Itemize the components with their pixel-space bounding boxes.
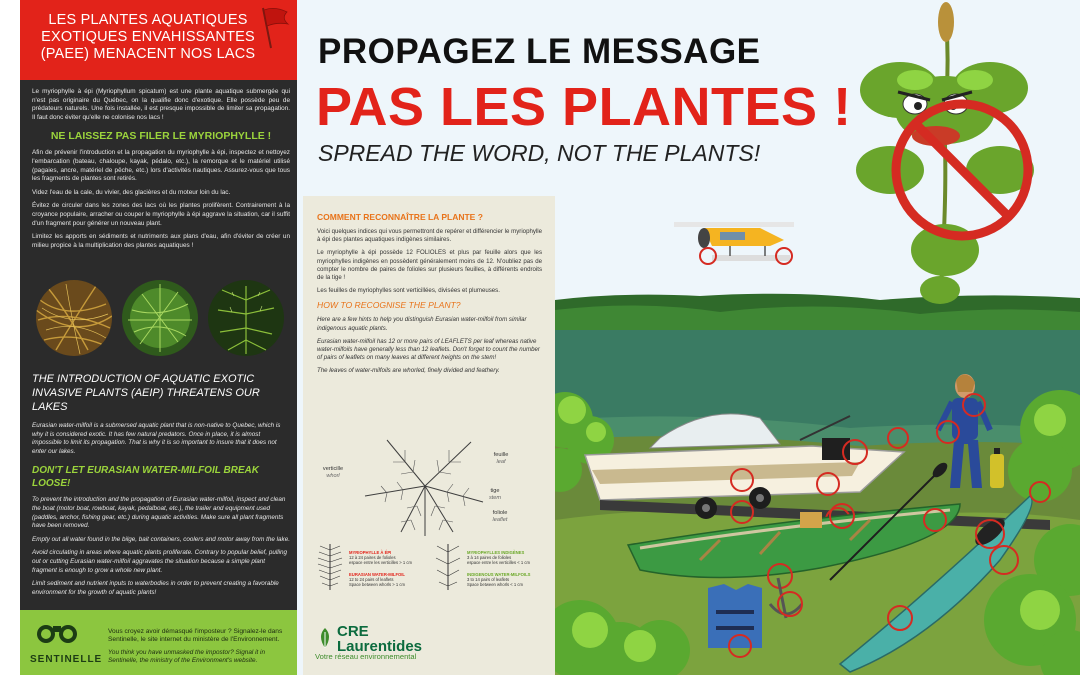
label-whorl: whorl [326,472,340,479]
left-header [20,0,297,80]
paragraph-en: To prevent the introduction and the propagation of Eurasian water-milfoil, inspect and clean the boat (motor boat, rowboat, kayak, pedalboat, etc.), the trailer and equipment used (paddles, anchor, fishing gear, etc.) during aquatic activities. Make sure all plant fragments have been removed. [32,496,286,530]
legend-indigenous-text-fr-2: espace entre les verticilles < 1 cm [467,560,530,566]
label-feuille-fr: feuille [493,452,509,458]
left-footer [20,610,297,675]
label-foliole [485,510,515,523]
legend-eurasian-text-fr: 12 à 24 paires de folioles [349,555,396,561]
legend-eurasian-text-en-2: Space between whorls > 1 cm [349,582,405,588]
info-heading-fr: COMMENT RECONNAÎTRE LA PLANTE ? [317,212,483,222]
intro-fr: Le myriophylle à épi (Myriophyllum spicatum) est une plante aquatique submergée qui n'est pas originaire du Québec, on la qualifie donc d'exotique. Elle possède peu de prédateurs naturels. Une fois installée, il est presque impossible de limiter sa propagation. Il faut donc éviter qu'elle ne colonise nos lacs ! [32,88,290,121]
paragraph-en: Limit sediment and nutrient inputs to waterbodies in order to prevent creating a favorable environment for the growth of aquatic plants! [32,580,279,596]
leaf-logo-icon [315,626,335,650]
info-paragraph-en: Eurasian water-milfoil has 12 or more pairs of LEAFLETS per leaf whereas native water-milfoils have generally less than 12 leaflets. Don't forget to count the number of pairs of leaflets on many leaves at different heights on the stem! [317,337,540,362]
leaf-icon-eurasian [315,542,345,592]
info-paragraph-fr: Voici quelques indices qui vous permettront de repérer et différencier le myriophylle à épi des plantes aquatiques indigènes similaires. [317,228,542,244]
legend-indigenous-text-en-2: Space between whorls < 1 cm [467,582,523,588]
legend-eurasian-en [349,572,429,588]
info-paragraph-fr: Le myriophylle à épi possède 12 FOLIOLES et plus par feuille alors que les myriophylles indigènes en possèdent généralement moins de 12. N'oubliez pas de compter le nombre de paires de folioles sur plusieurs feuilles, à différents endroits de la tige ! [317,249,542,282]
intro-en: Eurasian water-milfoil is a submersed aquatic plant that is non-native to Quebec, which is why it is considered exotic. It has few natural predators. Once in place, it is almost impossible to limit its propagation. That is why it is so important to insure that it does not enter our lakes. [32,422,281,455]
label-tige [483,488,507,501]
paragraph-fr: Limitez les apports en sédiments et nutriments aux plans d'eau, afin d'éviter de créer un milieu propice à la multiplication des plantes aquatiques ! [32,233,290,249]
paragraph-fr: Videz l'eau de la cale, du vivier, des glacières et du moteur loin du lac. [32,188,231,196]
label-leaf: leaf [496,458,506,465]
info-panel [303,196,555,675]
footer-en: You think you have unmasked the impostor? Signal it in Sentinelle, the ministry of the Environment's website. [108,648,266,665]
info-heading-en: HOW TO RECOGNISE THE PLANT? [317,300,461,311]
plant-photo [122,280,198,356]
label-tige-fr: tige [490,488,500,494]
label-feuille [487,452,515,465]
label-verticille-fr: verticille [322,466,344,472]
legend-eurasian-fr [349,550,429,566]
label-foliole-fr: foliole [492,510,508,516]
legend-eurasian-title-en: EURASIAN WATER-MILFOIL [349,572,405,577]
plant-photo [36,280,112,356]
label-verticille [315,466,351,479]
footer-fr: Vous croyez avoir démasqué l'imposteur ? Signalez-le dans Sentinelle, le site internet du ministère de l'Environnement. [108,628,283,644]
heading-fr: NE LAISSEZ PAS FILER LE MYRIOPHYLLE ! [50,130,272,143]
paragraph-fr: Évitez de circuler dans les zones des lacs où les plantes prolifèrent. Contrairement à la croyance populaire, arracher ou couper le myriophylle à épi aggrave la situation, car il suffit d'un fragment pour générer un nouveau plant. [32,202,290,227]
paragraph-en: Empty out all water found in the bilge, bait containers, coolers and motor away from the lake. [32,535,290,543]
footer-text [108,628,292,665]
legend-eurasian-title-fr: MYRIOPHYLLE À ÉPI [349,550,392,555]
legend-indigenous-title-fr: MYRIOPHYLLES INDIGÈNES [467,550,525,555]
heading2-en: DON'T LET EURASIAN WATER-MILFOIL BREAK LOOSE! [32,465,259,490]
sentinelle-logo: SENTINELLE [30,654,103,665]
flag-icon [257,4,293,50]
plant-photo [208,280,284,356]
cre-logo-subtitle: Votre réseau environnemental [315,652,417,661]
cre-logo-title: CRE Laurentides [337,623,423,655]
paragraph-en: Avoid circulating in areas where aquatic plants proliferate. Contrary to popular belief, pulling out or cutting Eurasian water-milfoil aggravates the situation because a simple plant fragment is enough to grow a whole new plant. [32,549,288,574]
legend-indigenous-text-fr: 3 à 14 paires de folioles [467,555,512,561]
label-stem: stem [488,494,502,501]
legend-eurasian-text-en: 12 to 24 pairs of leaflets [349,577,394,583]
headline-line-2: PAS LES PLANTES ! [316,77,852,137]
legend-indigenous-text-en: 3 to 14 pairs of leaflets [467,577,510,583]
left-header-title: LES PLANTES AQUATIQUES EXOTIQUES ENVAHISSANTES (PAEE) MENACENT NOS LACS [40,12,256,62]
diagram-labels [303,196,555,675]
info-paragraph-en: Here are a few hints to help you distinguish Eurasian water-milfoil from similar indigenous aquatic plants. [317,316,527,332]
cre-laurentides-logo [315,624,435,668]
binoculars-icon [36,620,78,644]
legend-indigenous-en [467,572,549,588]
info-paragraph-fr: Les feuilles de myriophylles sont verticillées, divisées et plumeuses. [317,287,500,295]
life-jacket [708,584,762,657]
headline-line-1: PROPAGEZ LE MESSAGE [318,32,761,71]
legend-eurasian-text-fr-2: espace entre les verticilles > 1 cm [349,560,412,566]
left-french-text [32,88,290,255]
label-leaflet: leaflet [492,516,508,523]
left-panel [20,0,297,675]
headline-line-3: SPREAD THE WORD, NOT THE PLANTS! [318,140,761,166]
legend-indigenous-title-en: INDIGENOUS WATER-MILFOILS [467,572,531,577]
heading-en: THE INTRODUCTION OF AQUATIC EXOTIC INVASIVE PLANTS (AEIP) THREATENS OUR LAKES [32,373,260,413]
legend-indigenous-fr [467,550,549,566]
paragraph-fr: Afin de prévenir l'introduction et la propagation du myriophylle à épi, inspectez et nettoyez l'embarcation (bateau, chaloupe, kayak, pédalo, etc.), la remorque et le matériel utilisé (pagaies, ancre, matériel de pêche, etc.) lors d'activités nautiques. Assurez-vous que tous les fragments de plantes sont retirés. [32,149,290,183]
leaf-icon-indigenous [433,542,463,592]
info-paragraph-en: The leaves of water-milfoils are whorled, finely divided and feathery. [317,367,500,375]
left-english-text [32,372,290,602]
plant-photos [34,280,284,358]
